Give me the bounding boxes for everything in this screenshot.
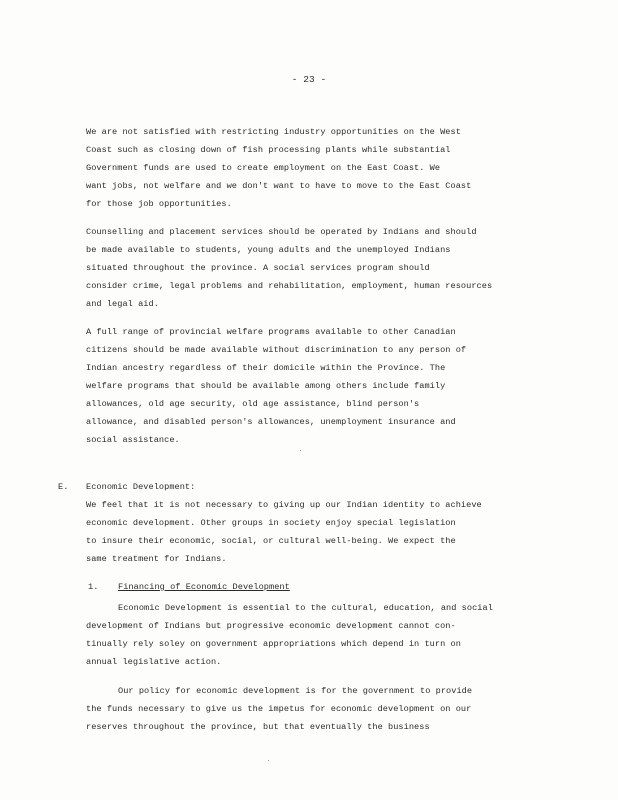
text-line: allowances, old age security, old age assistance, blind person's <box>86 399 420 409</box>
text-line: reserves throughout the province, but that eventually the business <box>86 722 430 732</box>
subsection-number: 1. <box>88 582 99 592</box>
text-line: A full range of provincial welfare programs available to other Canadian <box>86 327 456 337</box>
section-title: Economic Development: <box>86 482 196 492</box>
page-number: - 23 - <box>291 74 327 85</box>
section-letter: E. <box>58 482 69 492</box>
text-line: Our policy for economic development is for the government to provide <box>118 686 473 696</box>
text-line: the funds necessary to give us the impetus for economic development on our <box>86 704 472 714</box>
text-line: development of Indians but progressive economic development cannot con- <box>86 621 456 631</box>
text-line: economic development. Other groups in society enjoy special legislation <box>86 518 456 528</box>
text-line: Indian ancestry regardless of their domicile within the Province. The <box>86 363 446 373</box>
text-line: consider crime, legal problems and rehabilitation, employment, human resources <box>86 281 493 291</box>
text-line: annual legislative action. <box>86 657 222 667</box>
text-line: We are not satisfied with restricting industry opportunities on the West <box>86 127 461 137</box>
text-line: allowance, and disabled person's allowances, unemployment insurance and <box>86 417 456 427</box>
text-line: situated throughout the province. A social services program should <box>86 263 430 273</box>
text-line: Economic Development is essential to the cultural, education, and social <box>118 603 493 613</box>
text-line: and legal aid. <box>86 299 159 309</box>
text-line: be made available to students, young adults and the unemployed Indians <box>86 245 451 255</box>
text-line: tinually rely soley on government appropriations which depend in turn on <box>86 639 461 649</box>
scan-speck <box>300 450 301 451</box>
text-line: welfare programs that should be available among others include family <box>86 381 446 391</box>
text-line: Coast such as closing down of fish processing plants while substantial <box>86 145 451 155</box>
text-line: for those job opportunities. <box>86 199 232 209</box>
text-line: We feel that it is not necessary to giving up our Indian identity to achieve <box>86 500 482 510</box>
text-line: citizens should be made available without discrimination to any person of <box>86 345 467 355</box>
text-line: to insure their economic, social, or cultural well-being. We expect the <box>86 536 456 546</box>
text-line: social assistance. <box>86 435 180 445</box>
text-line: Counselling and placement services should be operated by Indians and should <box>86 227 477 237</box>
text-line: same treatment for Indians. <box>86 554 227 564</box>
text-line: Government funds are used to create employment on the East Coast. We <box>86 163 441 173</box>
text-line: want jobs, not welfare and we don't want to have to move to the East Coast <box>86 181 472 191</box>
subsection-title: Financing of Economic Development <box>118 582 290 592</box>
scan-speck <box>268 760 269 761</box>
